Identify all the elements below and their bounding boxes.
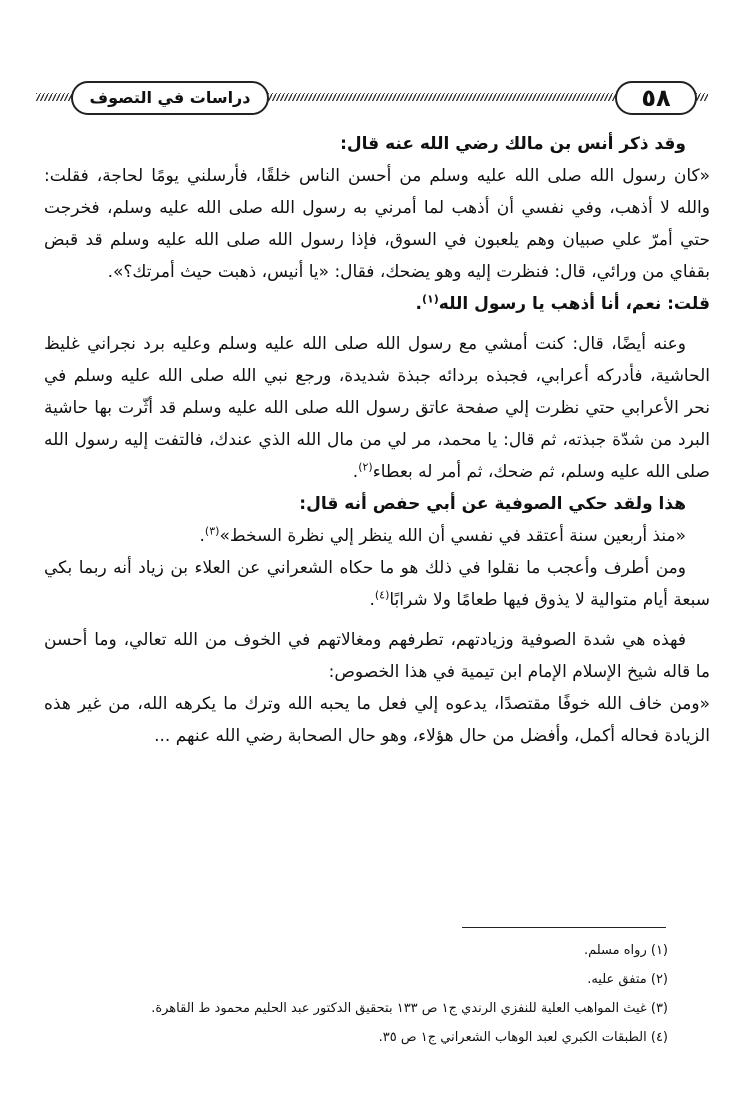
paragraph-reply — [44, 288, 710, 320]
page-header — [36, 78, 708, 118]
quote-text: «منذ أربعين سنة أعتقد في نفسي أن الله ينظر إلي نظرة السخط» — [219, 526, 686, 546]
paragraph-intro: وقد ذكر أنس بن مالك رضي الله عنه قال: — [340, 134, 686, 154]
punctuation: . — [107, 262, 113, 282]
footnote-ref-1[interactable]: (١) — [422, 292, 439, 306]
paragraph-hadith-1 — [44, 160, 710, 288]
punctuation: . — [199, 526, 205, 546]
hadith-text: «كان رسول الله صلى الله عليه وسلم من أحسن الناس خلقًا، فأرسلني يومًا لحاجة، فقلت: والله لا أذهب، وفي نفسي أن أذهب لما أمرني به رسول الله صلى الله عليه وسلم، فخرجت حتي أمرّ علي صبيان وهم يلعبون في السوق، فإذا رسول الله صلى الله عليه وسلم قد قبض بقفاي من ورائي، قال: فنظرت إليه وهو يضحك، فقال: «يا أنيس، ذهبت حيث أمرتك؟» — [44, 166, 710, 282]
reply-text: قلت: نعم، أنا أذهب يا رسول الله — [438, 294, 710, 314]
book-title: دراسات في التصوف — [89, 88, 251, 107]
footnotes — [100, 936, 668, 1052]
narration-text: ومن أطرف وأعجب ما نقلوا في ذلك هو ما حكاه الشعراني عن العلاء بن زياد أنه ربما بكي سبعة أيام متوالية لا يذوق فيها طعامًا ولا شرابًا — [44, 558, 710, 610]
footnote-3: (٣) غيث المواهب العلية للنفزي الرندي ج١ ص ١٣٣ بتحقيق الدكتور عبد الحليم محمود ط القاهرة. — [151, 1001, 668, 1016]
paragraph-abu-hafs: هذا ولقد حكي الصوفية عن أبي حفص أنه قال: — [299, 494, 686, 514]
footnote-ref-4[interactable]: (٤) — [374, 588, 390, 602]
paragraph-quote — [44, 520, 710, 552]
footnote-2: (٢) متفق عليه. — [587, 972, 668, 987]
punctuation: . — [415, 294, 422, 314]
punctuation: . — [352, 462, 359, 482]
footnote-ref-2[interactable]: (٢) — [358, 460, 373, 474]
paragraph-hadith-2 — [44, 328, 710, 488]
paragraph-commentary: فهذه هي شدة الصوفية وزيادتهم، تطرفهم ومغالاتهم في الخوف من الله تعالي، وما أحسن ما قاله شيخ الإسلام الإمام ابن تيمية في هذا الخصوص: — [44, 630, 710, 682]
footnote-4: (٤) الطبقات الكبري لعبد الوهاب الشعراني ج١ ص ٣٥. — [378, 1030, 668, 1045]
footnote-ref-3[interactable]: (٣) — [204, 524, 220, 538]
paragraph-sharani — [44, 552, 710, 616]
hadith-text: وعنه أيضًا، قال: كنت أمشي مع رسول الله صلى الله عليه وسلم وعليه برد نجراني غليظ الحاشية، فأدركه أعرابي، فجبذه بردائه جبذة شديدة، ورجع نبي الله صلى الله عليه وسلم في نحر الأعرابي حتي نظرت إلي صفحة عاتق رسول الله صلى الله عليه وسلم قد أثّرت بها حاشية البرد من شدّة جبذته، ثم قال: يا محمد، مر لي من مال الله الذي عندك، فالتفت إليه رسول الله صلى الله عليه وسلم، ثم ضحك، ثم أمر له بعطاء — [44, 334, 710, 482]
paragraph-ibn-taymiyya: «ومن خاف الله خوفًا مقتصدًا، يدعوه إلي فعل ما يحبه الله وترك ما يكرهه الله، من غير هذه الزيادة فحاله أكمل، وأفضل من حال هؤلاء، وهو حال الصحابة رضي الله عنهم ... — [44, 694, 710, 746]
punctuation: . — [369, 590, 375, 610]
page-number: ٥٨ — [641, 84, 671, 112]
main-text — [44, 128, 710, 752]
footnote-divider — [462, 927, 666, 928]
footnote-1: (١) رواه مسلم. — [583, 943, 668, 958]
